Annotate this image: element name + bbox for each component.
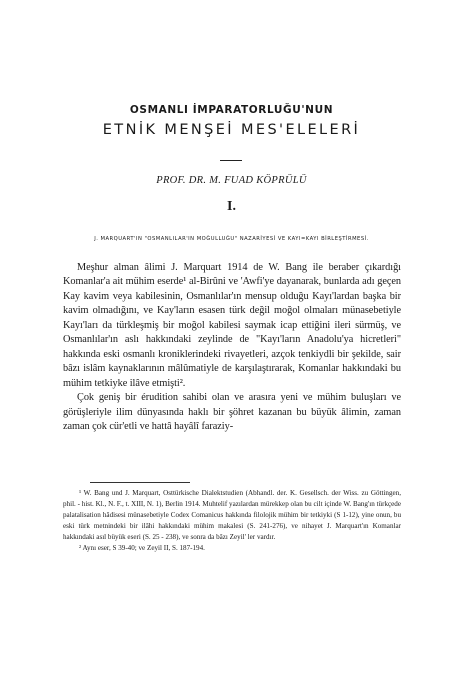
footnote-divider [90,482,190,483]
section-subtitle-line1: J. MARQUART'IN "OSMANLILAR'IN MOĞULLUĞU" NAZARİYESİ VE KAYI=KAYI BİRLEŞTİRMESİ. [94,236,369,242]
author-name: PROF. DR. M. FUAD KÖPRÜLÜ [156,175,307,186]
article-title-line2: ETNİK MENŞEİ MES'ELELERİ [102,122,361,138]
section-number: I. [227,199,236,214]
footnote: ² Aynı eser, S 39-40; ve Zeyil II, S. 187-194. [79,544,205,553]
body-paragraph: Meşhur alman âlimi J. Marquart 1914 de W. Bang ile beraber çıkardığı Komanlar'a ait mühim eserde¹ al-Birûni ve 'Awfi'ye dayanarak, bunlarda adı geçen Kay kavim veya kabilesinin, Osmanlılar'ın mensup olduğu Kayı'lardan başka bir kavim olmadığını, ve Kay'ların esasen türk değil moğol olmaları münasebetiyle Kayı'ları da türkleşmiş bir moğol kabilesi saymak icap ettiğini ileri sürmüş, ve Osmanlılar'ın aslı hakkındaki zeylinde de "Kayı'ların Anadolu'ya hicretleri" hakkında eski osmanlı kroniklerindeki rivayetleri, azçok tenkiydli bir şekilde, sair bâzı islâm kaynaklarının mâlûmatiyle de karşılaştırarak, Komanlar hakkındaki bu mühim tetkiyke ilâve etmişti². [63,262,401,389]
body-text [63,261,401,434]
footnotes [63,488,401,555]
article-title-line1: OSMANLI İMPARATORLUĞU'NUN [129,104,334,116]
footnote: ¹ W. Bang und J. Marquart, Osttürkische Dialektstudien (Abhandl. der. K. Gesellsch. der Wiss. zu Göttingen, phil. - hist. Kl., N. F., t. XIII, N. 1), Berlin 1914. Muhtelif yazılardan mürekkep olan bu cilt içinde W. Bang'ın türkçede palatalisation hâdisesi münasebetiyle Codex Comanicus hakkında filolojik mühim bir tetkiyki (S 1-12), yine onun, bu eski türk metnindeki bir ilâhi hakkındaki mühim makalesi (S. 241-276), ve nihayet J. Marquart'ın Komanlar hakkındaki asıl büyük eseri (S. 25 - 238), ve sonra da bâzı Zeyil' ler vardır. [63,489,401,542]
title-divider [220,160,242,161]
body-paragraph: Çok geniş bir érudition sahibi olan ve arasıra yeni ve mühim buluşları ve görüşleriyle ilim dünyasında haklı bir şöhret kazanan bu büyük âlimin, zaman zaman çok cür'etli ve hattâ hayâlî faraziy- [63,392,401,432]
